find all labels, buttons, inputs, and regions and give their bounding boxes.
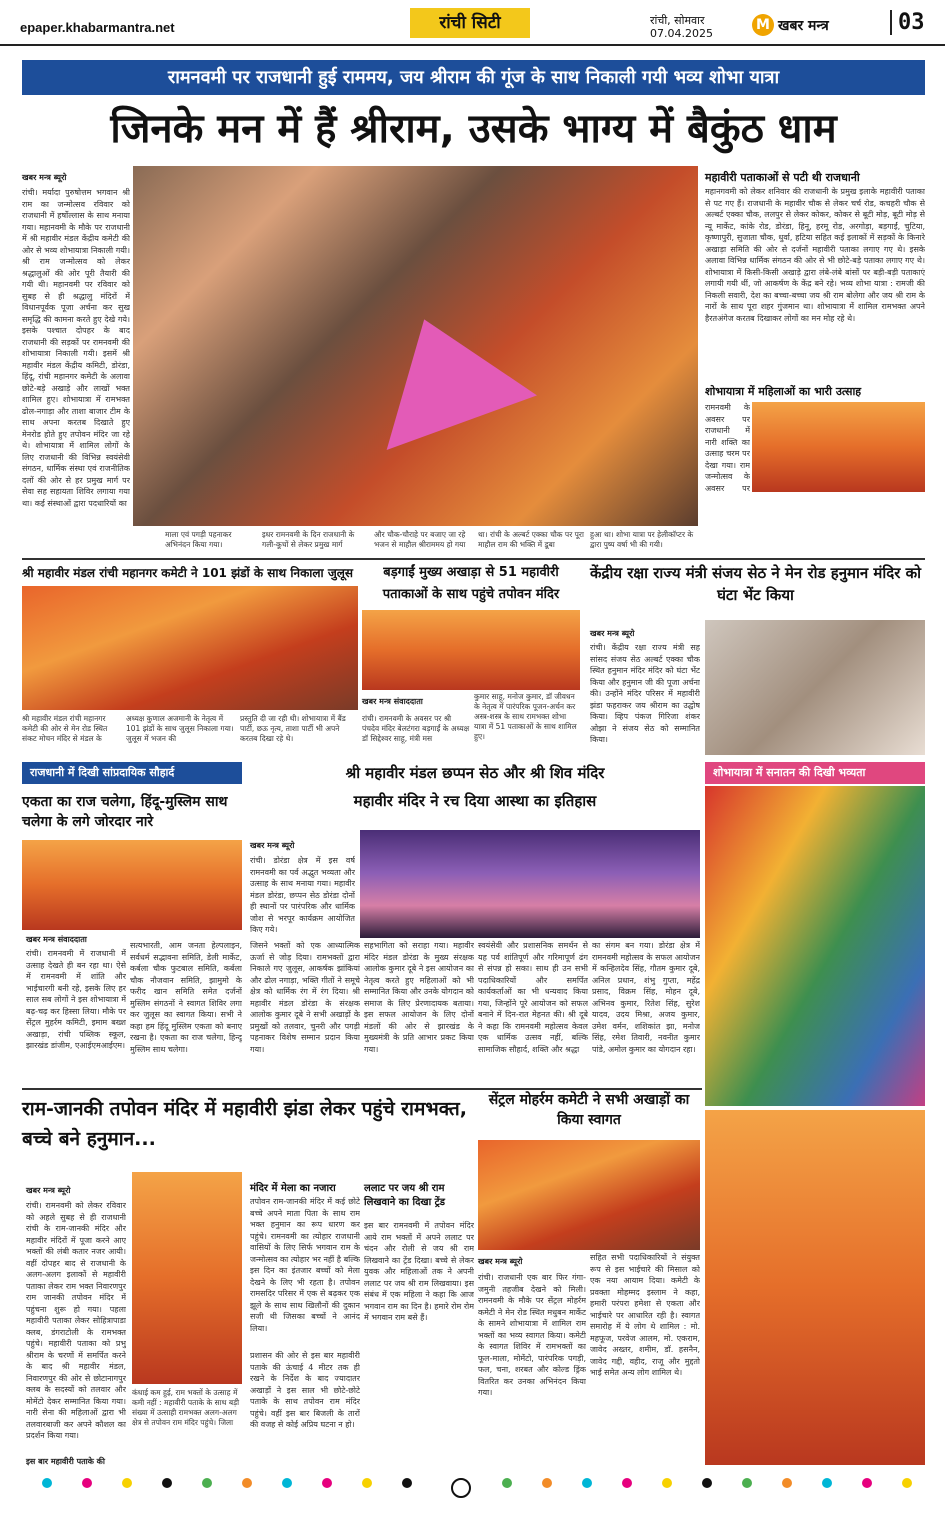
story-e-text5: का संगम बन गया। डोरंडा क्षेत्र में रामनवमी महोत्सव के सफल आयोजन में कन्हिलदेव सिंह, गौतम कुमार दूबे, अनिल प्रधान, शंभु गुप्ता, महेंद्र प्रसाद, विक्रम सिंह, मोहन दूबे, अभिनव कुमार, रितेश सिंह, सुरेश यादव, उदय मिश्रा, अजय कुमार, उमेश वर्मन, शशिकांत झा, मनोज सिंह, रमेश तिवारी, नवनीत कुमार पांडे, अमोल कुमार का योगदान रहा। xyxy=(592,941,700,1054)
main-caption-5: हुआ था। शोभा यात्रा पर हेलीकॉप्टर के द्वारा पुष्प वर्षा भी की गयी। xyxy=(590,530,694,549)
footer-dot xyxy=(742,1478,752,1488)
side2-heading: शोभायात्रा में महिलाओं का भारी उत्साह xyxy=(705,385,862,398)
main-headline: जिनके मन में हैं श्रीराम, उसके भाग्य में बैकुंठ धाम xyxy=(110,106,837,152)
city-day: रांची, सोमवार xyxy=(650,14,705,27)
lead-byline: खबर मन्त्र ब्यूरो xyxy=(22,173,67,182)
footer-dot xyxy=(202,1478,212,1488)
divider-1 xyxy=(22,558,925,560)
site-url[interactable]: epaper.khabarmantra.net xyxy=(20,20,175,35)
story-e-text2: जिसने भक्तों को एक आध्यात्मिक ऊर्जा से जोड़ दिया। रामभक्तों द्वारा निकाले गए जुलूस, आकर्षक झांकियां और ढोल नगाड़ा, भक्ति गीतों ने समूचे क्षेत्र को धार्मिक रंग में रंग दिया। श्री महावीर मंडल डोरंडा के संरक्षक आलोक कुमार दूबे ने सभी अखाड़ों के प्रमुखों को तलवार, चुनरी और पगड़ी पहनाकर विशेष सम्मान प्रदान किया गया। xyxy=(250,941,360,1054)
brand-name: खबर मन्त्र xyxy=(778,18,829,34)
footer-color-dots xyxy=(22,1473,925,1493)
story-g-text: रांची। रामनवमी को लेकर रविवार को अहले सुबह से ही राजधानी रांची के राम-जानकी मंदिर और महावीर मंदिरों में पूजा करने आए भक्तों की लंबी कतार नजर आयी। वहीं दोपहर बाद से राजधानी के अलग-अलग इलाकों से महावीरी पताका लेकर राम भक्त निवारणपुर राम जानकी तपोवन मंदिर में पहुंचना शुरू हो गया। पहला महावीरी पताका लेकर सोहित्रापाडा क्लब, डंगराटोली के रामभक्त पहुंचे। महावीरी पताका को प्रभु श्रीराम के चरणों में समर्पित करने के बाद श्री महावीर मंडल, निवारणपुर की ओर से छोटानागपुर क्लब के सदस्यों को तलवार और मोमेंटो देकर सम्मानित किया गया। नारी सेना की महिलाओं द्वारा भी तलवारबाजी कर अपने कौशल का प्रदर्शन किया गया। xyxy=(26,1201,126,1440)
issue-date: 07.04.2025 xyxy=(650,27,713,40)
story-d-heading: एकता का राज चलेगा, हिंदू-मुस्लिम साथ चलेगा के लगे जोरदार नारे xyxy=(22,794,228,830)
story-c-heading: केंद्रीय रक्षा राज्य मंत्री संजय सेठ ने मेन रोड हनुमान मंदिर को घंटा भेंट किया xyxy=(589,564,922,604)
footer-dot xyxy=(902,1478,912,1488)
story-c-photo xyxy=(705,620,925,755)
footer-dot xyxy=(402,1478,412,1488)
side1-heading: महावीरी पताकाओं से पटी थी राजधानी xyxy=(705,171,860,184)
story-g-byline: खबर मन्त्र ब्यूरो xyxy=(26,1186,71,1195)
story-g-photo-caption: कंधाई कम हुई, राम भक्तों के उत्साह में कमी नहीं : महावीरी पताके के साथ बड़ी संख्या में उत्साही रामभक्त अलग-अलग क्षेत्र से तपोवन राम मंदिर पहुंचे। जिला xyxy=(132,1388,240,1427)
main-caption-2: इधर रामनवमी के दिन राजधानी के गली-कूचों से लेकर प्रमुख मार्ग xyxy=(262,530,355,549)
footer-dot xyxy=(42,1478,52,1488)
story-e-text4: स्वयंसेवी और प्रशासनिक समर्थन से यह पर्व शांतिपूर्ण और गरिमापूर्ण ढंग से संपन्न हो सका। साथ ही उन सभी पदाधिकारियों और समर्पित कार्यकर्ताओं का भी धन्यवाद किया गया, जिन्होंने पूरे आयोजन को सफल बनाने में दिन-रात मेहनत की। श्री दूबे ने कहा कि रामनवमी महोत्सव केवल एक धार्मिक उत्सव नहीं, बल्कि सामाजिक सौहार्द, शक्ति और श्रद्धा xyxy=(478,941,588,1054)
section-label: रांची सिटी xyxy=(410,8,530,38)
footer-dot xyxy=(282,1478,292,1488)
story-c-text: रांची। केंद्रीय रक्षा राज्य मंत्री सह सांसद संजय सेठ अल्बर्ट एक्का चौक स्थित हनुमान मंदिर मंदिर को घंटा भेंट किया और हनुमान जी की पूजा अर्चना की। उन्होंने मंदिर परिसर में महावीरी झंडा फहराकर जय श्रीराम का उद्घोष किया। व्हिप पंकज गिरिजा शंकर ओझा ने संजय सेठ को सम्मानित किया। xyxy=(590,643,700,744)
footer-dot xyxy=(542,1478,552,1488)
story-e-heading-1: श्री महावीर मंडल छप्पन सेठ और श्री शिव मंदिर xyxy=(345,764,605,782)
story-b-text2: कुमार साहू, मनोज कुमार, डॉ जीवधन के नेतृत्व में पारंपरिक पूजन-अर्चन कर अस्त्र-शस्त्र के साथ रामभक्त शोभा यात्रा में 51 पताकाओं के साथ शामिल हुए। xyxy=(474,692,577,741)
women-rally-photo xyxy=(752,402,925,492)
page-number: 03 xyxy=(890,10,925,35)
page-header xyxy=(0,0,945,46)
footer-dot xyxy=(322,1478,332,1488)
footer-dot xyxy=(702,1478,712,1488)
story-a-caption: श्री महावीर मंडल रांची महानगर कमेटी की ओर से मेन रोड स्थित संकट मोचन मंदिर से मंडल के xyxy=(22,714,108,743)
top-banner: रामनवमी पर राजधानी हुई राममय, जय श्रीराम की गूंज के साथ निकाली गयी भव्य शोभा यात्रा xyxy=(22,60,925,95)
story-f-photo xyxy=(705,786,925,1106)
footer-dot xyxy=(242,1478,252,1488)
story-d-text: रांची। रामनवमी में राजधानी में उत्साह देखते ही बन रहा था। ऐसे में रामनवमी में शांति और भाईचारगी बनी रहे, इसके लिए हर साल सब लोगों ने इस शोभायात्रा में बढ़-चढ़ कर हिस्सा लिया। मौके पर सेंट्रल मुहर्रम कमिटी, इमाम बख्श अखाड़ा, रांची पब्लिक स्कूल, झारखंड डांजीम, एआईएमआईएम। xyxy=(26,949,126,1050)
story-a-photo xyxy=(22,586,358,710)
story-a-text2: प्रस्तुति दी जा रही थी। शोभायात्रा में बैंड पार्टी, छऊ नृत्य, ताशा पार्टी भी अपने करतब दिखा रहे थे। xyxy=(240,714,346,743)
story-g-sub1-text2: प्रशासन की ओर से इस बार महावीरी पताके की ऊंचाई 4 मीटर तक ही रखने के निर्देश के बाद ज्यादातर अखाड़ों ने इस साल भी छोटे-छोटे पताके के साथ तपोवन राम मंदिर पहुंचे। वहीं इस बार बिजली के तारों की वजह से कोई अप्रिय घटना न हो। xyxy=(250,1351,360,1429)
footer-dot xyxy=(82,1478,92,1488)
lead-column xyxy=(22,172,130,557)
lead-text: रांची। मर्यादा पुरुषोत्तम भगवान श्री राम का जन्मोत्सव रविवार को राजधानी में हर्षोल्लास के साथ मनाया गया। महानवमी के मौके पर राजधानी में श्री महावीर मंडल केंद्रीय कमेटी की ओर से भव्य शोभायात्रा निकाली गयी। श्री राम जन्मोत्सव को लेकर श्रद्धालुओं की ओर पूरी तैयारी की गयी थी। महानवमी पर रविवार को सुबह से ही श्रद्धालु मंदिरों में विधानपूर्वक पूजा अर्चना कर सुख समृद्धि की कामना करते हुए देखे गये। इसके पश्चात दोपहर के बाद राजधानी की सड़कों पर रामनवमी की शोभायात्रा निकाली गयी। इसमें श्री महावीर मंडल केंद्रीय कमिटी, डोरंडा, हिंदू, रांची महानगर कमेटी के अलावा छोटे-बड़े अखाड़े और लाखों भक्त शामिल हुए। शोभायात्रा में रामभक्त ढोल-नगाड़ा और ताशा बाजार टीम के साथ अपना करतब दिखाते हुए मेनरोड होते हुए तपोवन मंदिर जा रहे थे। शोभायात्रा में शामिल लोगों के लिए राजधानी की विभिन्न स्वयंसेवी संगठन, धार्मिक संस्था एवं राजनीतिक दलों की ओर से हर प्रमुख मार्ग पर सेवा सह सहायता शिविर लगाया गया था। कई संस्थाओं द्वारा पदधारियों का xyxy=(22,188,130,508)
pink-flag-shape xyxy=(349,292,537,450)
story-g-sub1-text: तपोवन राम-जानकी मंदिर में कई छोटे बच्चे अपने माता पिता के साथ राम भक्त हनुमान का रूप धारण कर पहुंचे। रामनवमी का त्योहार राजधानी वासियों के लिए सिर्फ भगवान राम के जन्मोत्सव का त्योहार भर नहीं है बल्कि इस दिन का इंतजार बच्चों को मेला देखने के लिए भी रहता है। तपोवन रामसदिर परिसर में एक से बढ़कर एक झूले के साथ साथ खिलौनों की दुकान सजी थी जिसका बच्चों ने आनंद लिया। xyxy=(250,1197,360,1333)
story-d-byline: खबर मन्त्र संवाददाता xyxy=(26,935,87,944)
story-a-heading: श्री महावीर मंडल रांची महानगर कमेटी ने 101 झंडों के साथ निकाला जुलूस xyxy=(22,566,353,580)
story-g-sub2-title: ललाट पर जय श्री राम लिखवाने का दिखा ट्रेंड xyxy=(364,1183,446,1208)
footer-dot xyxy=(122,1478,132,1488)
footer-dot xyxy=(822,1478,832,1488)
story-g-heading: राम-जानकी तपोवन मंदिर में महावीरी झंडा लेकर पहुंचे रामभक्त, बच्चे बने हनुमान... xyxy=(22,1098,467,1150)
story-h-text: रांची। राजधानी एक बार फिर गंगा-जमुनी तहजीब देखने को मिली। रामनवमी के मौके पर सेंट्रल मोहर्रम कमेटी ने मेन रोड स्थित मधुबन मार्केट के सामने शोभायात्रा में शामिल राम भक्तों का भव्य स्वागत किया। कमेटी के स्वागत शिविर में रामभक्तों का फूल-माला, मोमेंटो, पारंपरिक पगड़ी, फल, चना, शरबत और कोल्ड ड्रिंक वितरित कर उनका अभिनंदन किया गया। xyxy=(478,1273,586,1397)
story-e-photo xyxy=(360,830,700,938)
main-rally-photo xyxy=(133,166,698,526)
story-b-photo xyxy=(362,610,580,690)
story-h-heading: सेंट्रल मोहर्रम कमेटी ने सभी अखाड़ों का किया स्वागत xyxy=(488,1092,690,1128)
side1-text: महानगवमी को लेकर शनिवार की राजधानी के प्रमुख इलाके महावीरी पताका से पट गए हैं। राजधानी के महावीर चौक से लेकर चर्च रोड, कचहरी चौक से अल्बर्ट एक्का चौक, ललपुर से लेकर कोकर, कोकर से बूटी मोड़, बूटी मोड़ से न्यू मार्केट, कांके रोड, डोरंडा, हिनू, हरमू रोड, अरगोड़ा, बड़गाईं, चुटिया, कृष्णापुरी, सुजाता चौक, धुर्वा, हटिया सहित कई इलाकों में सड़कों के किनारे अखाड़ा समिति की ओर से दर्जनों महावीरी पताका लगाए गए थे। इसके अलावा विभिन्न धार्मिक संगठन की ओर से भी छोटे-बड़े पताका लगाए गए थे। शोभायात्रा में किसी-किसी अखाड़े द्वारा लंबे-लंबे बांसों पर बड़ी-बड़ी पताकाएं लगायी गयी थीं, जो आकर्षण के केंद्र बने रहे। भव्य शोभा यात्रा : रामजी की निकली सवारी, देश का बच्चा-बच्चा जय श्री राम बोलेगा और जय श्री राम के नारों के साथ पूरा शहर गुंजमान था। शोभायात्रा में शामिल रामभक्त अपने हैरतअंगेज करतब दिखाकर लोगों का मन मोह रहे थे। xyxy=(705,187,925,323)
story-b-byline: खबर मन्त्र संवाददाता xyxy=(362,697,423,706)
footer-dot xyxy=(362,1478,372,1488)
footer-dot xyxy=(162,1478,172,1488)
story-h-byline: खबर मन्त्र ब्यूरो xyxy=(478,1257,523,1266)
footer-dot xyxy=(622,1478,632,1488)
story-d-tag: राजधानी में दिखी सांप्रदायिक सौहार्द xyxy=(22,762,242,784)
story-h-big-photo xyxy=(705,1110,925,1465)
story-g-sub2-text: इस बार रामनवमी में तपोवन मंदिर आये राम भक्तों में अपने ललाट पर चंदन और रोली से जय श्री राम लिखवाने का ट्रेंड दिखा। बच्चे से लेकर युवक और महिलाओं तक ने अपनी ललाट पर जय श्री राम लिखवाया। इस संबंध में एक महिला ने कहा कि आज भगवान राम का दिन है। हमारे रोम रोम में भगवान राम बसे हैं। xyxy=(364,1221,474,1322)
story-g-footer: इस बार महावीरी पताके की xyxy=(26,1457,105,1466)
story-h-text2: सहित सभी पदाधिकारियों ने संयुक्त रूप से इस भाईचारे की मिसाल को एक नया आयाम दिया। कमेटी के प्रवक्ता मोहम्मद इस्लाम ने कहा, हमारी परंपरा हमेशा से एकता और भाईचारे पर आधारित रही है। स्वागत समारोह में ये लोग थे शामिल : मो. महफूज, परवेज आलम, मो. एकराम, जावेद अख्तर, शमीम, डॉ. हसनैन, जावेद गद्दी, वहीद, राजू और मुद्दतो भाई समेत अन्य लोग शामिल थे। xyxy=(590,1253,700,1377)
story-e-byline: खबर मन्त्र ब्यूरो xyxy=(250,841,295,850)
footer-dot xyxy=(662,1478,672,1488)
footer-dot xyxy=(502,1478,512,1488)
story-a-text1: अध्यक्ष कुणाल अजमानी के नेतृत्व में 101 झंडों के साथ जुलूस निकाला गया। जुलूस में भजन की xyxy=(126,714,234,743)
story-g-sub1-title: मंदिर में मेला का नजारा xyxy=(250,1183,336,1194)
registration-mark-icon xyxy=(451,1478,471,1498)
main-caption-1: माला एवं पगड़ी पहनाकर अभिनंदन किया गया। xyxy=(165,530,232,549)
dateline xyxy=(650,14,713,40)
story-d-text2: सत्यभारती, आम जनता हेल्पलाइन, सर्वधर्म सद्भावना समिति, डेली मार्केट, कर्बला चौक फुटबाल समिति, कर्बला चौक नौजवान समिति, झामुमो के फरीद खान समिति समेत दर्जनों मुस्लिम संगठनों ने स्वागत शिविर लगा कर जुलूस का स्वागत किया। सभी ने कहा हम हिंदू मुस्लिम एकता को बनाए रखना है। एकता का राज चलेगा, हिन्दू मुस्लिम साथ चलेगा। xyxy=(130,941,242,1054)
story-h-photo xyxy=(478,1140,700,1250)
brand xyxy=(752,14,882,36)
brand-logo-icon: M xyxy=(752,14,774,36)
story-d-photo xyxy=(22,840,242,930)
story-e-text: रांची। डोरंडा क्षेत्र में इस वर्ष रामनवमी का पर्व अद्भुत भव्यता और उत्साह के साथ मनाया गया। महावीर मंडल डोरंडा, छप्पन सेठ डोरंडा दोनों ही स्थानों पर पारंपरिक और धार्मिक जोश से भरपूर कार्यक्रम आयोजित किए गये। xyxy=(250,856,355,934)
story-b-text1: रांची। रामनवमी के अवसर पर श्री पंचदेव मंदिर बेलटंगरा बड़गाईं के अध्यक्ष डॉ सिद्देश्वर साहू, मंत्री मस xyxy=(362,714,470,743)
story-e-heading-2: महावीर मंदिर ने रच दिया आस्था का इतिहास xyxy=(353,792,597,810)
story-c-byline: खबर मन्त्र ब्यूरो xyxy=(590,629,635,638)
child-hanuman-photo xyxy=(132,1172,242,1384)
main-caption-4: था। रांची के अल्बर्ट एक्का चौक पर पूरा माहौल राम की भक्ति में डूबा xyxy=(478,530,584,549)
story-f-tag: शोभायात्रा में सनातन की दिखी भव्यता xyxy=(705,762,925,784)
side2-text: रामनवमी के अवसर पर राजधानी में नारी शक्ति का उत्साह चरम पर देखा गया। राम जन्मोत्सव के अवसर पर xyxy=(705,403,750,492)
footer-dot xyxy=(582,1478,592,1488)
main-caption-3: और चौक-चौराहे पर बजाए जा रहे भजन से माहौल श्रीराममय हो गया xyxy=(374,530,466,549)
footer-dot xyxy=(862,1478,872,1488)
story-b-heading: बड़गाईं मुख्य अखाड़ा से 51 महावीरी पताकाओं के साथ पहुंचे तपोवन मंदिर xyxy=(382,565,560,602)
story-e-text3: सहभागिता को सराहा गया। महावीर मंदिर मंडल डोरंडा के मुख्य संरक्षक आलोक कुमार दूबे ने इस आयोजन का नेतृत्व करते हुए महिलाओं को भी सम्मानित किया और उनके योगदान को समाज के लिए प्रेरणादायक बताया। इस सफल आयोजन के लिए दोनों मंडलों की ओर से झारखंड के मुख्यमंत्री के प्रति आभार प्रकट किया गया। xyxy=(364,941,474,1054)
footer-dot xyxy=(782,1478,792,1488)
